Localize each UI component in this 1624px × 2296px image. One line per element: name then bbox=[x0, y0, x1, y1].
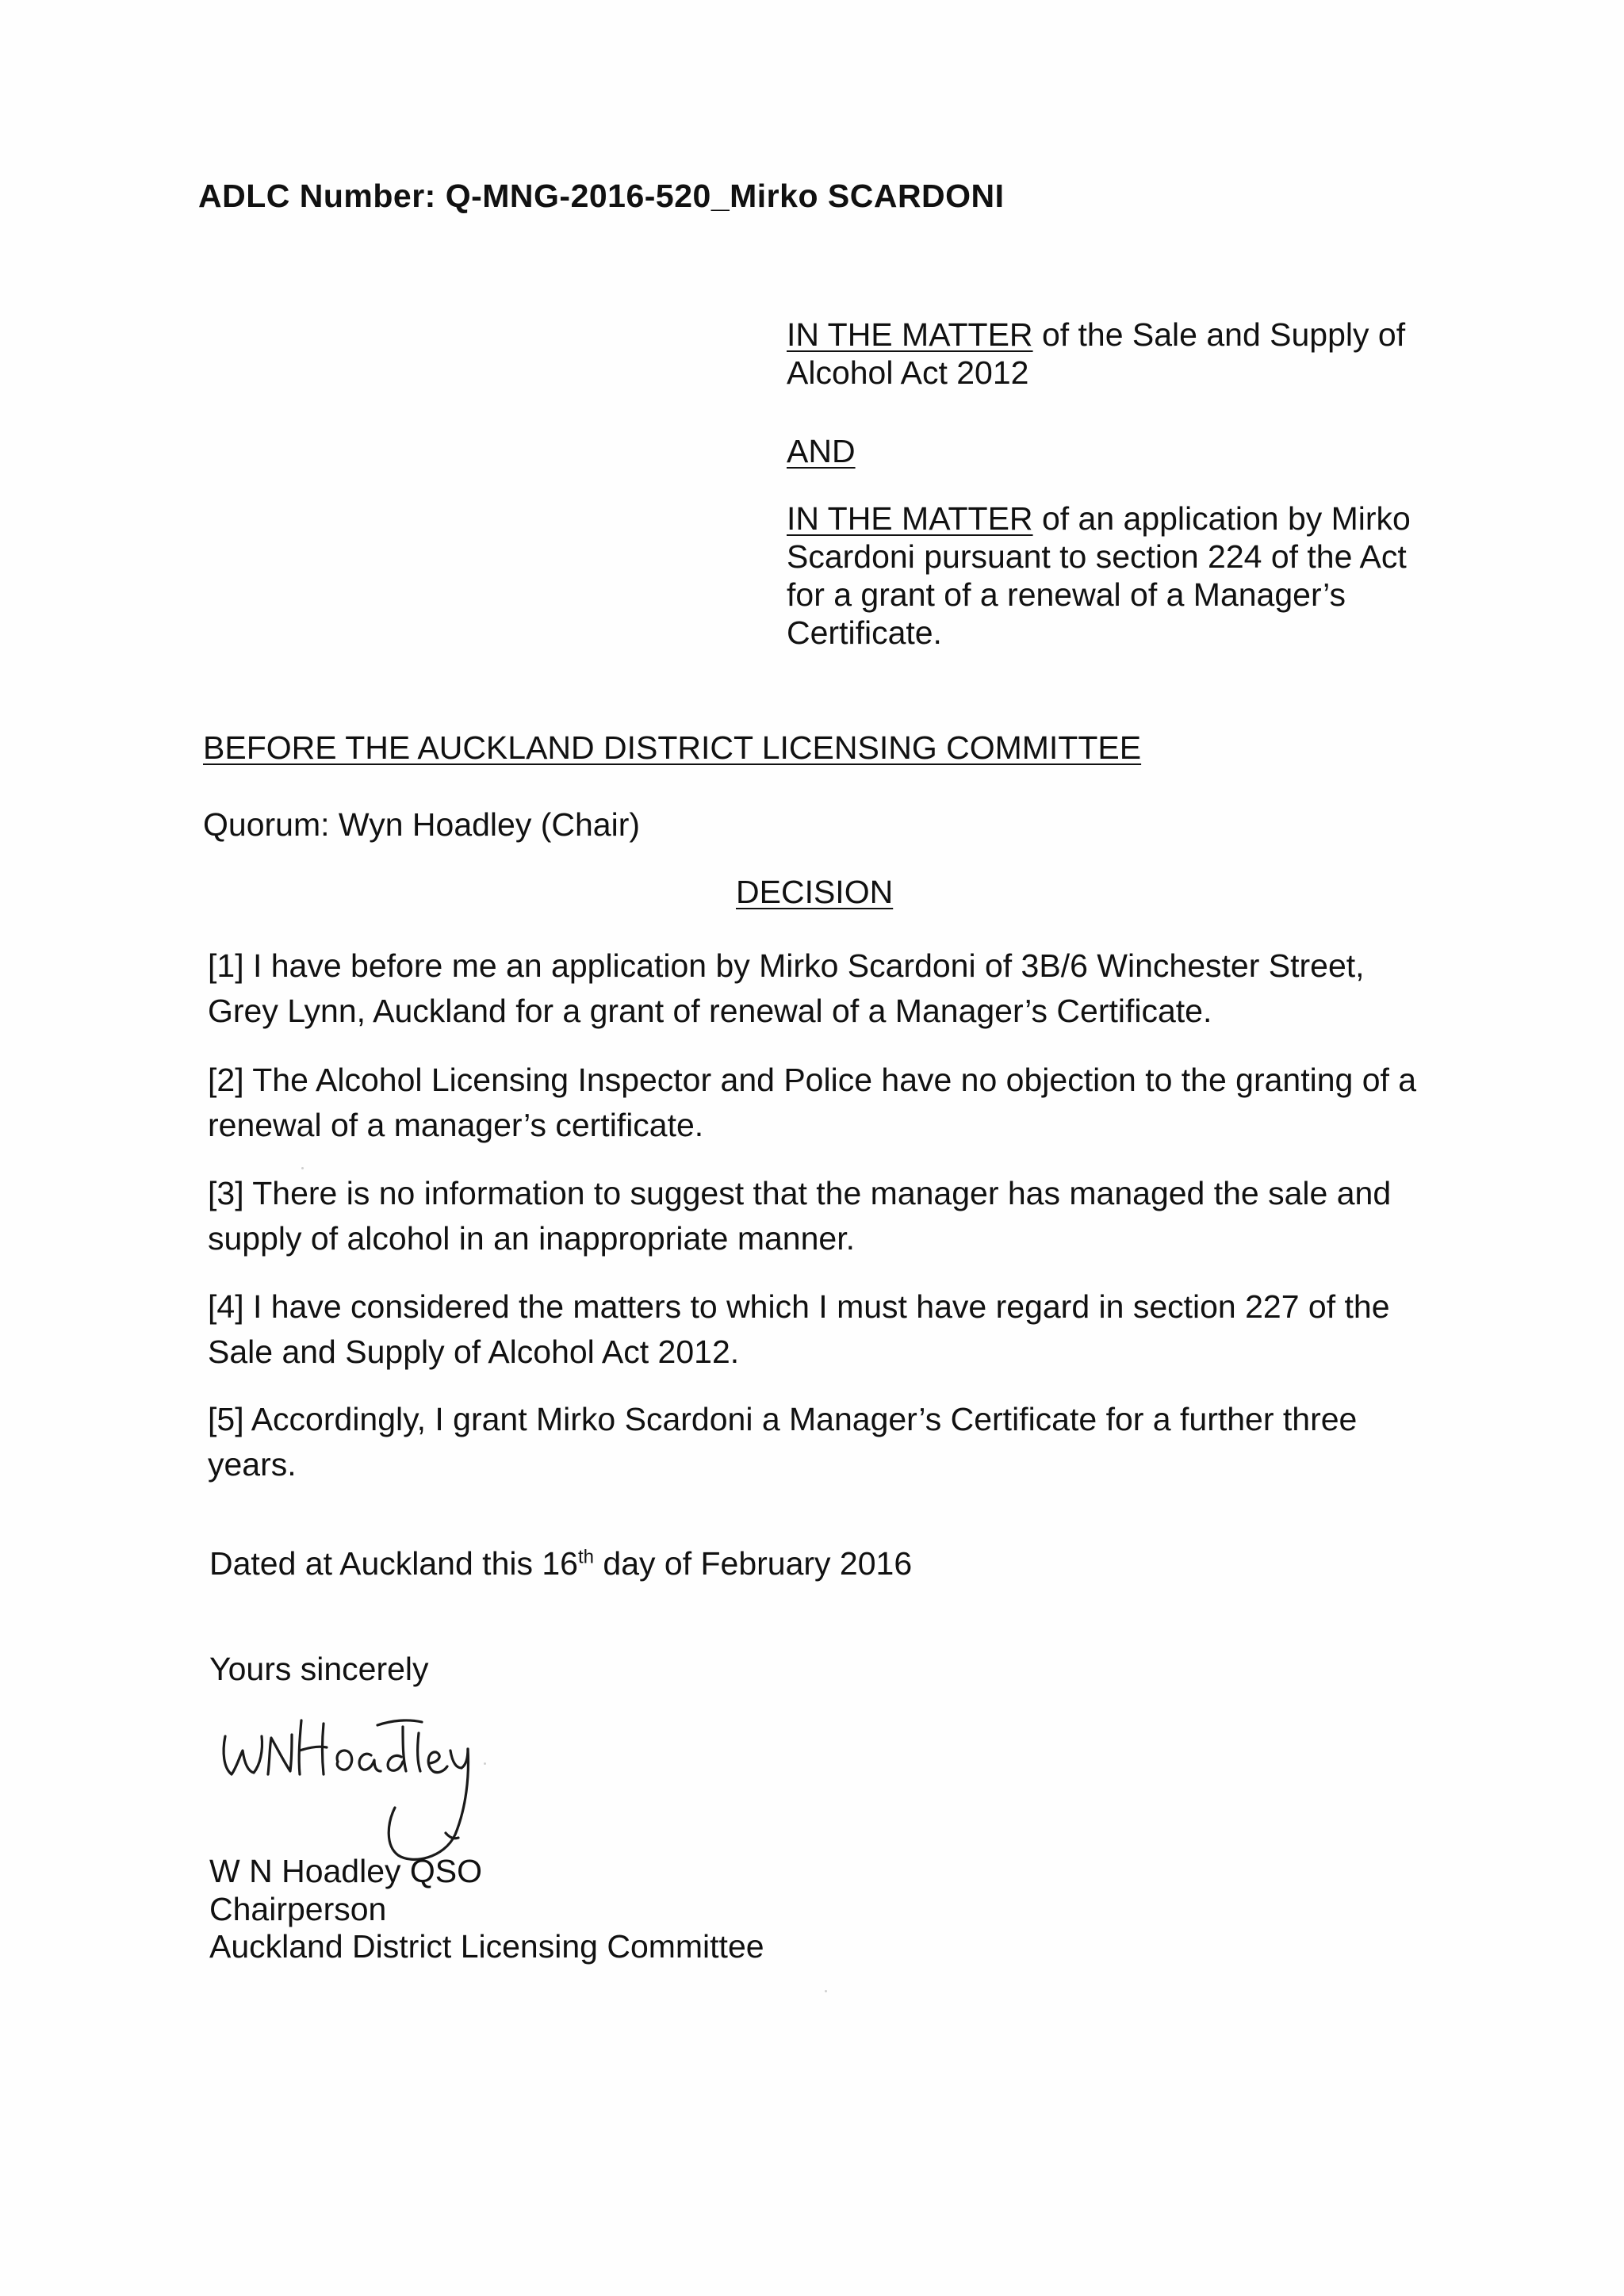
signatory-title: Chairperson bbox=[209, 1891, 387, 1927]
paragraph-2-line-1: [2] The Alcohol Licensing Inspector and Police have no objection to the granting of a bbox=[208, 1062, 1417, 1098]
dated-line bbox=[209, 1544, 912, 1583]
quorum-line: Quorum: Wyn Hoadley (Chair) bbox=[203, 806, 641, 843]
paragraph-1-line-1: [1] I have before me an application by Mirko Scardoni of 3B/6 Winchester Street, bbox=[208, 947, 1365, 984]
paragraph-4-line-1: [4] I have considered the matters to which I must have regard in section 227 of the bbox=[208, 1288, 1390, 1325]
adlc-number: ADLC Number: Q-MNG-2016-520_Mirko SCARDONI bbox=[198, 178, 1005, 214]
paragraph-3 bbox=[208, 1171, 1445, 1261]
matter-first-text-l1: of the Sale and Supply of bbox=[1032, 316, 1406, 353]
scan-speck bbox=[484, 1762, 486, 1765]
salutation: Yours sincerely bbox=[209, 1651, 429, 1687]
before-committee-heading: BEFORE THE AUCKLAND DISTRICT LICENSING COMMITTEE bbox=[203, 729, 1142, 766]
matter-first-text-l2: Alcohol Act 2012 bbox=[787, 354, 1029, 391]
matter-first bbox=[787, 316, 1445, 392]
handwritten-signature bbox=[208, 1689, 493, 1871]
matter-second-text-l4: Certificate. bbox=[787, 614, 942, 651]
dated-prefix: Dated at Auckland this 16 bbox=[209, 1545, 578, 1582]
paragraph-3-line-2: supply of alcohol in an inappropriate manner. bbox=[208, 1220, 855, 1257]
matter-first-heading: IN THE MATTER bbox=[787, 316, 1033, 353]
paragraph-1-line-2: Grey Lynn, Auckland for a grant of renewal of a Manager’s Certificate. bbox=[208, 993, 1212, 1029]
signatory-organisation: Auckland District Licensing Committee bbox=[209, 1928, 764, 1965]
paragraph-4-line-2: Sale and Supply of Alcohol Act 2012. bbox=[208, 1334, 740, 1370]
matter-second-heading: IN THE MATTER bbox=[787, 500, 1033, 537]
paragraph-5-line-1: [5] Accordingly, I grant Mirko Scardoni a Manager’s Certificate for a further three bbox=[208, 1401, 1358, 1437]
signatory-name: W N Hoadley QSO bbox=[209, 1853, 483, 1889]
matter-second-text-l2: Scardoni pursuant to section 224 of the Act bbox=[787, 538, 1407, 575]
and-label: AND bbox=[787, 433, 856, 469]
paragraph-4 bbox=[208, 1284, 1445, 1375]
matter-second-text-l3: for a grant of a renewal of a Manager’s bbox=[787, 576, 1346, 613]
paragraph-2 bbox=[208, 1058, 1445, 1148]
paragraph-1 bbox=[208, 943, 1445, 1034]
matter-second bbox=[787, 499, 1445, 652]
scan-speck bbox=[301, 1167, 304, 1169]
decision-heading: DECISION bbox=[736, 874, 894, 910]
paragraph-2-line-2: renewal of a manager’s certificate. bbox=[208, 1107, 704, 1143]
dated-suffix: day of February 2016 bbox=[594, 1545, 913, 1582]
matter-and bbox=[787, 432, 1445, 470]
paragraph-5-line-2: years. bbox=[208, 1446, 297, 1483]
scan-speck bbox=[825, 1990, 827, 1992]
paragraph-3-line-1: [3] There is no information to suggest that the manager has managed the sale and bbox=[208, 1175, 1392, 1211]
matter-second-text-l1: of an application by Mirko bbox=[1032, 500, 1411, 537]
signature-icon bbox=[208, 1689, 493, 1871]
paragraph-5 bbox=[208, 1397, 1445, 1487]
dated-ordinal-suffix: th bbox=[577, 1546, 594, 1568]
